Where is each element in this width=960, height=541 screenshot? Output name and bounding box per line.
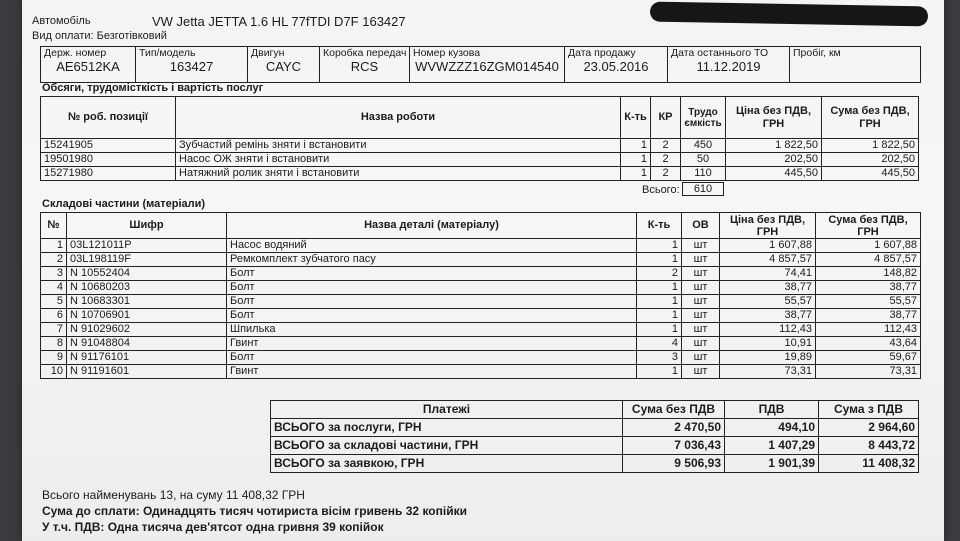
vehicle-cell-gearbox: Коробка передач RCS [320, 47, 410, 83]
vin-value: WVWZZZ16ZGM014540 [415, 59, 559, 74]
vat-in-words: У т.ч. ПДВ: Одна тисяча дев'ятсот одна гривня 39 копійок [42, 520, 384, 534]
payments-table [270, 400, 919, 473]
services-header-code: № роб. позиції [41, 97, 176, 139]
services-table [40, 96, 919, 181]
plate-value: AE6512KA [56, 59, 120, 74]
services-title: Обсяги, трудомісткість і вартість послуг [42, 82, 264, 94]
payments-header-gross: Сума з ПДВ [819, 401, 919, 419]
gearbox-value: RCS [350, 59, 379, 74]
parts-header-price: Ціна без ПДВ, ГРН [720, 213, 816, 239]
parts-header-sum: Сума без ПДВ, ГРН [816, 213, 921, 239]
parts-header-code: Шифр [67, 213, 227, 239]
payments-header-vat: ПДВ [725, 401, 819, 419]
table-row: ВСЬОГО за складові частини, ГРН 7 036,43 1 407,29 8 443,72 [271, 437, 919, 455]
table-row: ВСЬОГО за послуги, ГРН 2 470,50 494,10 2 964,60 [271, 419, 919, 437]
table-row: 9 N 91176101 Болт 3 шт 19,89 59,67 [41, 351, 921, 365]
sale-date-value: 23.05.2016 [583, 59, 649, 74]
services-header-kr: КР [651, 97, 681, 139]
last-service-value: 11.12.2019 [696, 59, 761, 74]
services-header-price: Ціна без ПДВ, ГРН [726, 97, 822, 139]
services-total-label: Всього: [642, 184, 680, 196]
parts-header-name: Назва деталі (матеріалу) [227, 213, 637, 239]
table-row: 2 03L198119F Ремкомплект зубчатого пасу 1 шт 4 857,57 4 857,57 [41, 253, 921, 267]
payment-type: Вид оплати: Безготівковий [32, 30, 167, 42]
invoice-sheet [22, 0, 944, 541]
parts-header-unit: ОВ [682, 213, 720, 239]
table-row: 7 N 91029602 Шпилька 1 шт 112,43 112,43 [41, 323, 921, 337]
services-rows [41, 139, 919, 181]
car-value: VW Jetta JETTA 1.6 HL 77fTDI D7F 163427 [152, 14, 406, 29]
services-total-value: 610 [682, 182, 724, 196]
table-row: 15241905 Зубчастий ремінь зняти і встановити 1 2 450 1 822,50 1 822,50 [41, 139, 919, 153]
vehicle-table [40, 46, 921, 83]
amount-in-words: Сума до сплати: Одинадцять тисяч чотириста вісім гривень 32 копійки [42, 504, 467, 518]
vehicle-cell-engine: Двигун CAYC [248, 47, 320, 83]
vehicle-cell-last-service: Дата останнього ТО 11.12.2019 [668, 47, 790, 83]
vehicle-cell-sale-date: Дата продажу 23.05.2016 [565, 47, 668, 83]
table-row: ВСЬОГО за заявкою, ГРН 9 506,93 1 901,39 11 408,32 [271, 455, 919, 473]
table-row: 15271980 Натяжний ролик зняти і встановити 1 2 110 445,50 445,50 [41, 167, 919, 181]
redaction-mark [650, 2, 928, 27]
table-row: 3 N 10552404 Болт 2 шт 74,41 148,82 [41, 267, 921, 281]
parts-title: Складові частини (матеріали) [42, 198, 206, 210]
table-row: 19501980 Насос ОЖ зняти і встановити 1 2 50 202,50 202,50 [41, 153, 919, 167]
table-row: 6 N 10706901 Болт 1 шт 38,77 38,77 [41, 309, 921, 323]
items-total: Всього найменувань 13, на суму 11 408,32 ГРН [42, 488, 305, 502]
table-row: 1 03L121011P Насос водяний 1 шт 1 607,88 1 607,88 [41, 239, 921, 253]
services-header-qty: К-ть [621, 97, 651, 139]
table-row: 10 N 91191601 Гвинт 1 шт 73,31 73,31 [41, 365, 921, 379]
vehicle-cell-plate: Держ. номер AE6512KA [41, 47, 136, 83]
vehicle-cell-model: Тип/модель 163427 [136, 47, 248, 83]
services-header-name: Назва роботи [176, 97, 621, 139]
parts-header-qty: К-ть [637, 213, 682, 239]
payments-header-net: Сума без ПДВ [623, 401, 725, 419]
engine-value: CAYC [265, 59, 302, 74]
payments-header-label: Платежі [271, 401, 623, 419]
parts-header-num: № [41, 213, 67, 239]
table-row: 8 N 91048804 Гвинт 4 шт 10,91 43,64 [41, 337, 921, 351]
vehicle-cell-vin: Номер кузова WVWZZZ16ZGM014540 [410, 47, 565, 83]
services-header-labor: Трудо ємкість [681, 97, 726, 139]
parts-table [40, 212, 921, 379]
table-row: 5 N 10683301 Болт 1 шт 55,57 55,57 [41, 295, 921, 309]
model-value: 163427 [169, 59, 214, 74]
car-label: Автомобіль [32, 15, 91, 27]
vehicle-cell-mileage: Пробіг, км [790, 47, 921, 83]
services-header-sum: Сума без ПДВ, ГРН [822, 97, 919, 139]
table-row: 4 N 10680203 Болт 1 шт 38,77 38,77 [41, 281, 921, 295]
